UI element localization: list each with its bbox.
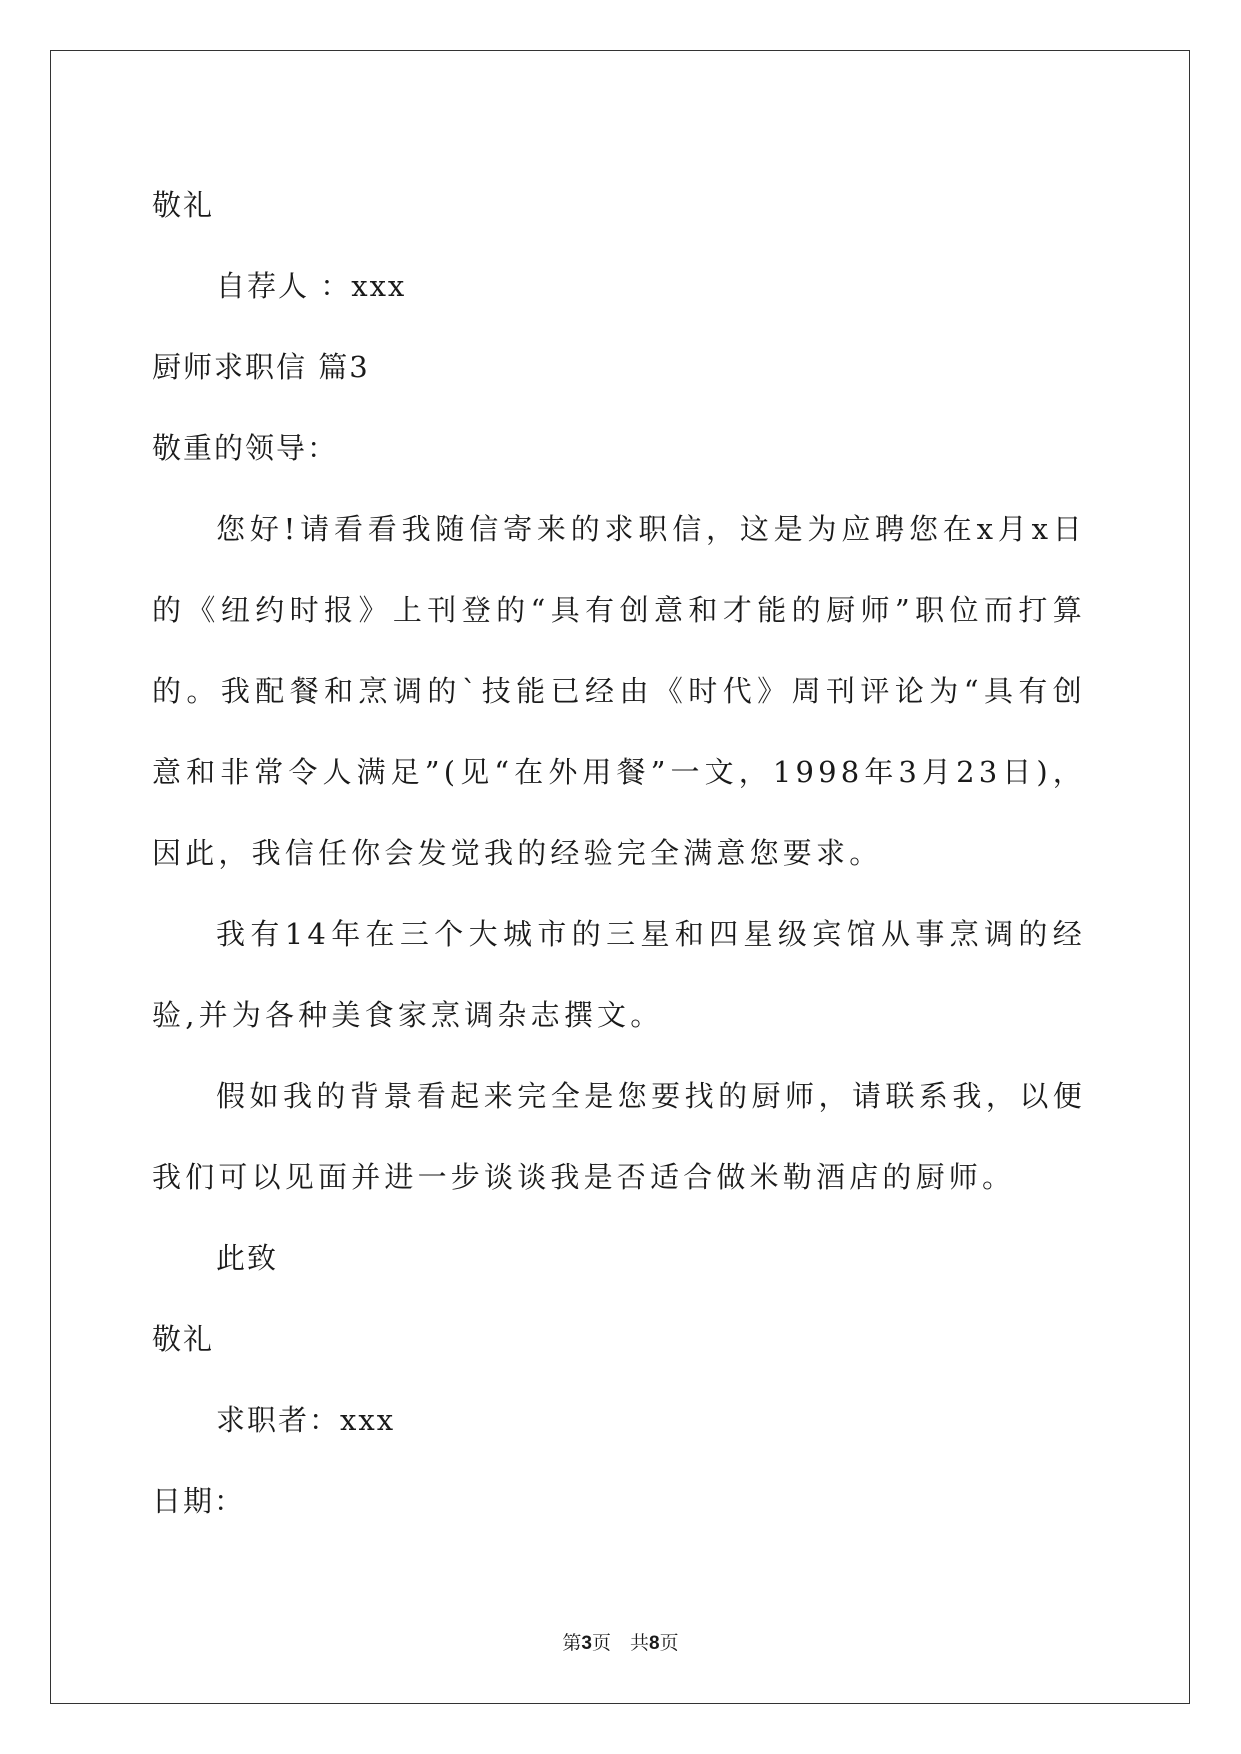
body-paragraph-3: 假如我的背景看起来完全是您要找的厨师，请联系我，以便我们可以见面并进一步谈谈我是否适合做米勒酒店的厨师。 [152,1079,1086,1194]
regards-intro: 此致 [216,1241,279,1275]
closing-salute-2: 敬礼 [152,1322,215,1356]
footer-prefix: 第 [562,1632,582,1654]
body-paragraph-1: 您好!请看看我随信寄来的求职信，这是为应聘您在x月x日的《纽约时报》上刊登的“具有创意和才能的厨师”职位而打算的。我配餐和烹调的`技能已经由《时代》周刊评论为“具有创意和非常令人满足”(见“在外用餐”一文，1998年3月23日)，因此，我信任你会发觉我的经验完全满意您要求。 [152,512,1086,870]
salutation: 敬重的领导： [152,431,339,465]
footer-mid: 页 共 [591,1632,649,1654]
current-page-number: 3 [581,1633,592,1654]
self-recommender-signature: 自荐人 ：xxx [216,269,407,303]
closing-salute: 敬礼 [152,188,215,222]
section-title: 厨师求职信 篇3 [152,350,370,384]
page-footer [0,1628,1241,1655]
body-paragraph-2: 我有14年在三个大城市的三星和四星级宾馆从事烹调的经验,并为各种美食家烹调杂志撰文。 [152,917,1086,1032]
footer-suffix: 页 [659,1632,679,1654]
date-label: 日期： [152,1484,246,1518]
total-page-number: 8 [649,1633,660,1654]
applicant-signature: 求职者：xxx [216,1403,396,1437]
document-body [152,165,1086,1542]
